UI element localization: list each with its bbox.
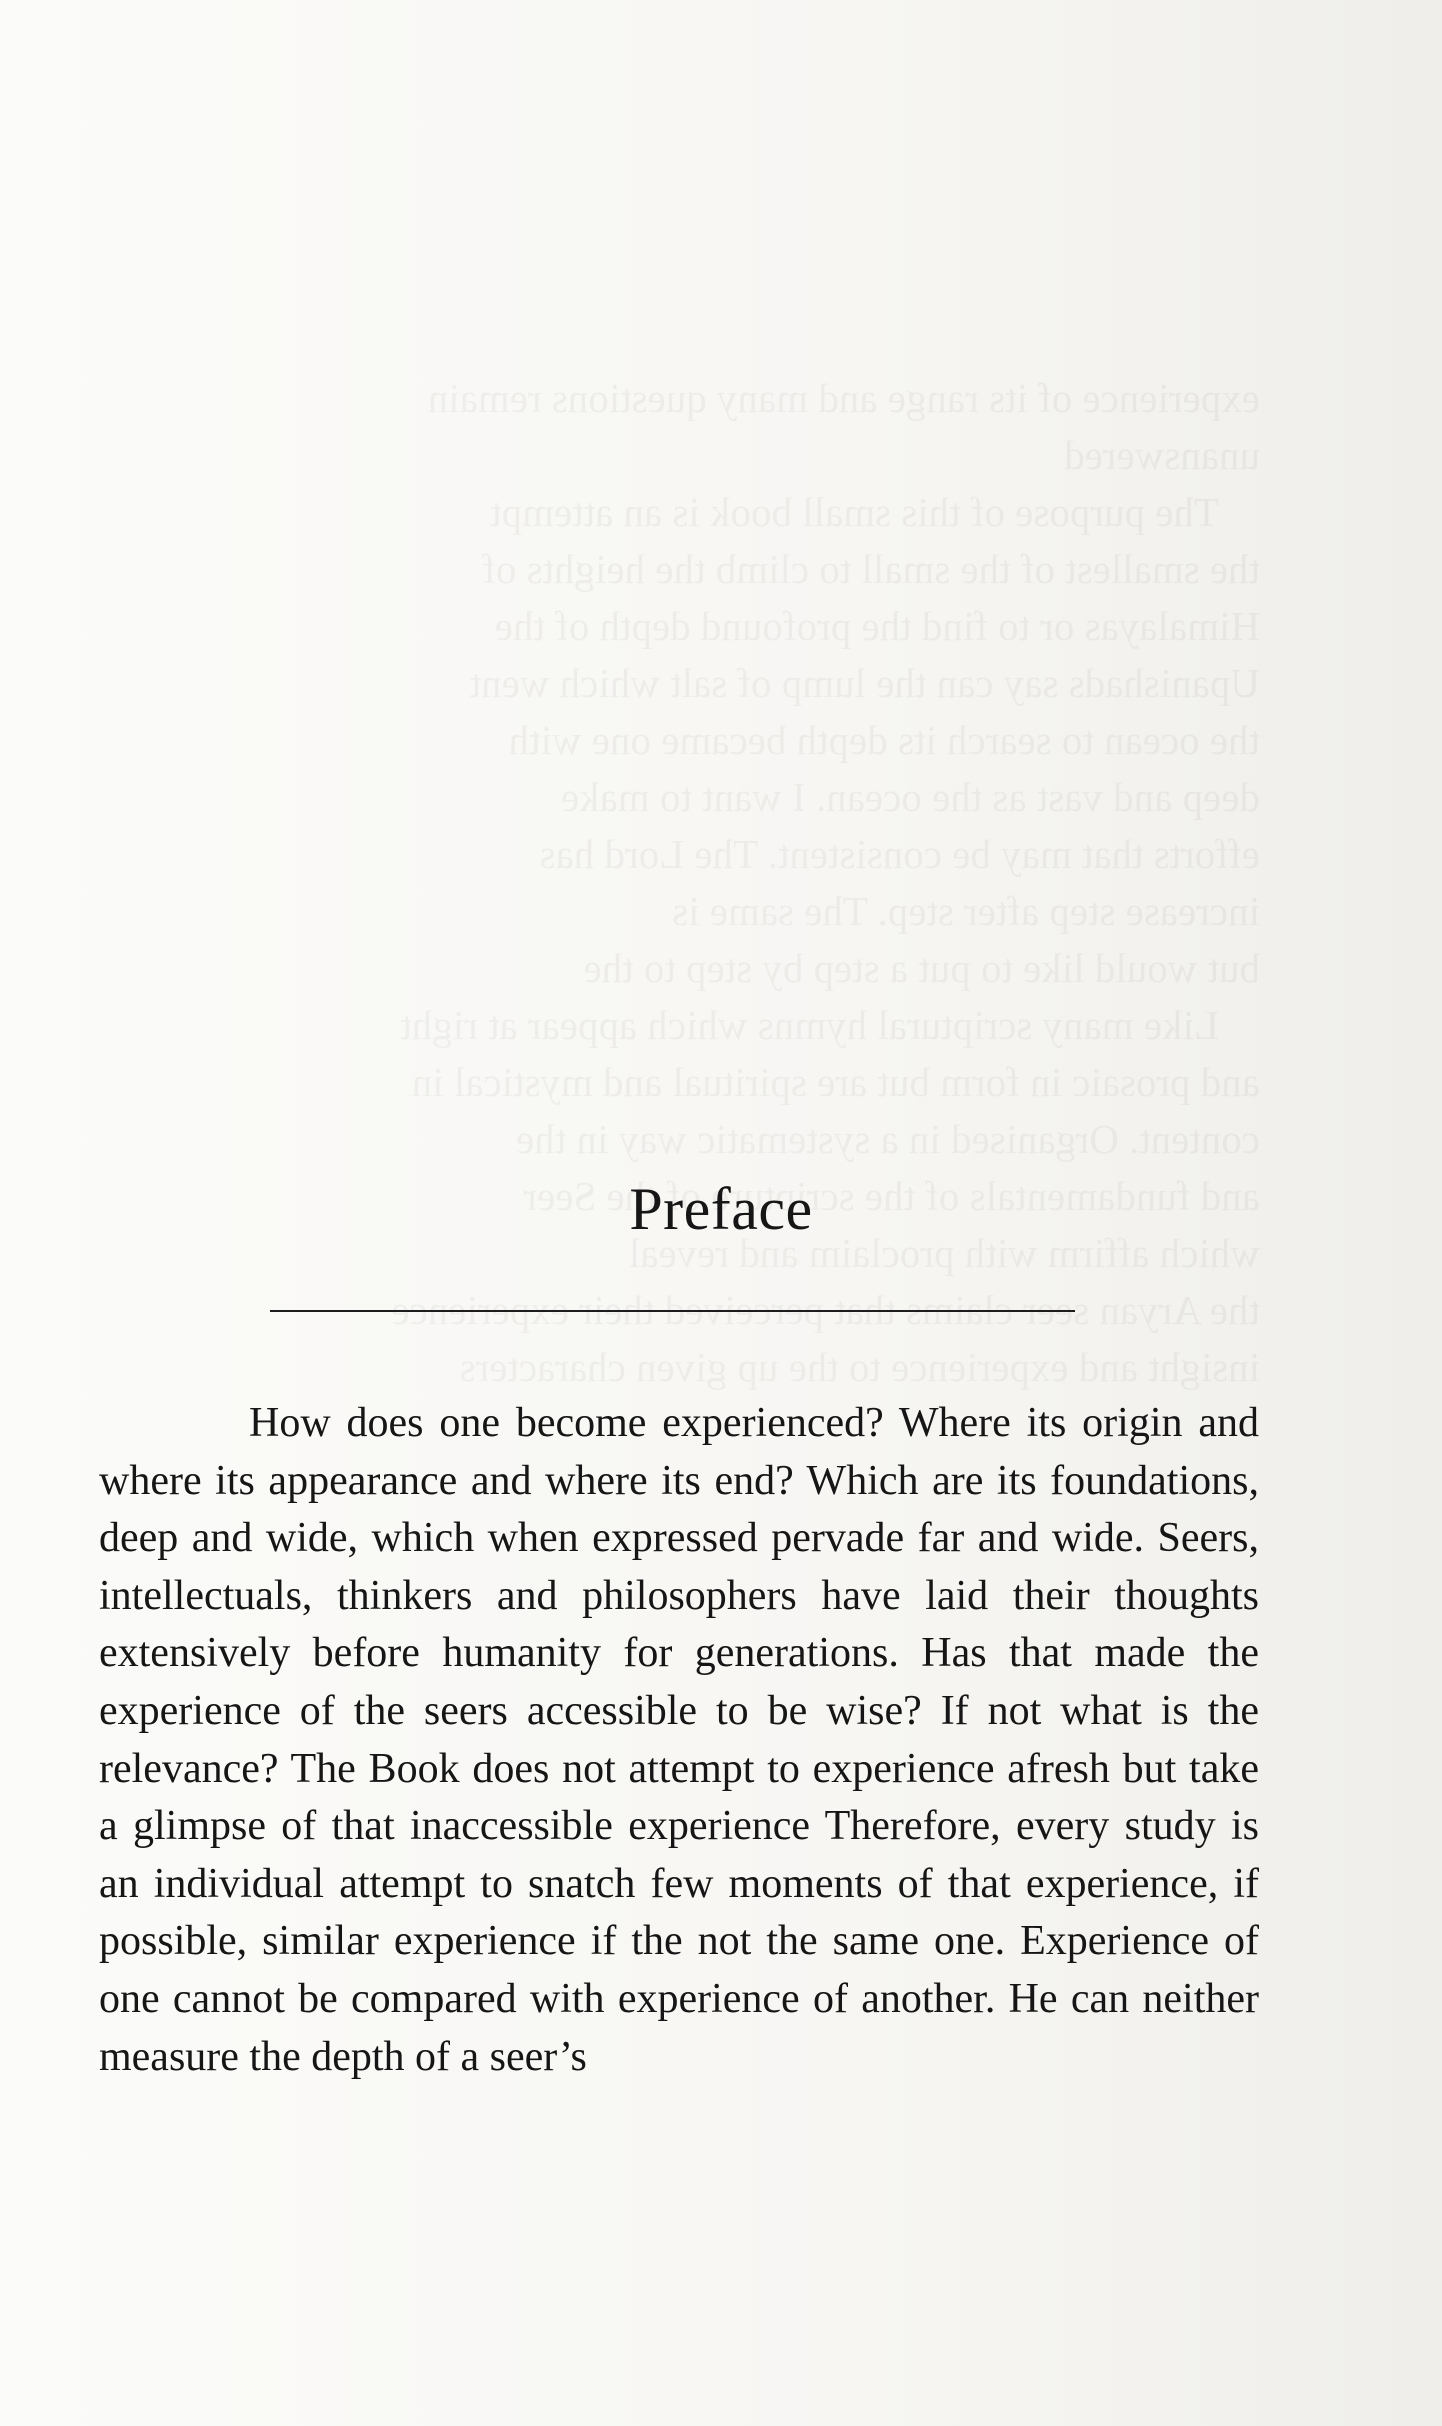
preface-body	[99, 1395, 1259, 2086]
preface-paragraph: How does one become experienced? Where its origin and where its appearance and where its end? Which are its foundations, deep and wide, which when expressed pervade far and wide. Seers, intellectuals, thinkers and philosophers have laid their thoughts extensively before humanity for generations. Has that made the experience of the seers accessible to be wise? If not what is the relevance? The Book does not attempt to experience afresh but take a glimpse of that inaccessible experience Therefore, every study is an individual attempt to snatch few moments of that experience, if possible, similar experience if the not the same one. Experience of one cannot be compared with experience of another. He can neither measure the depth of a seer’s	[99, 1400, 1259, 2080]
title-divider	[270, 1310, 1075, 1312]
page-title: Preface	[629, 1176, 813, 1242]
